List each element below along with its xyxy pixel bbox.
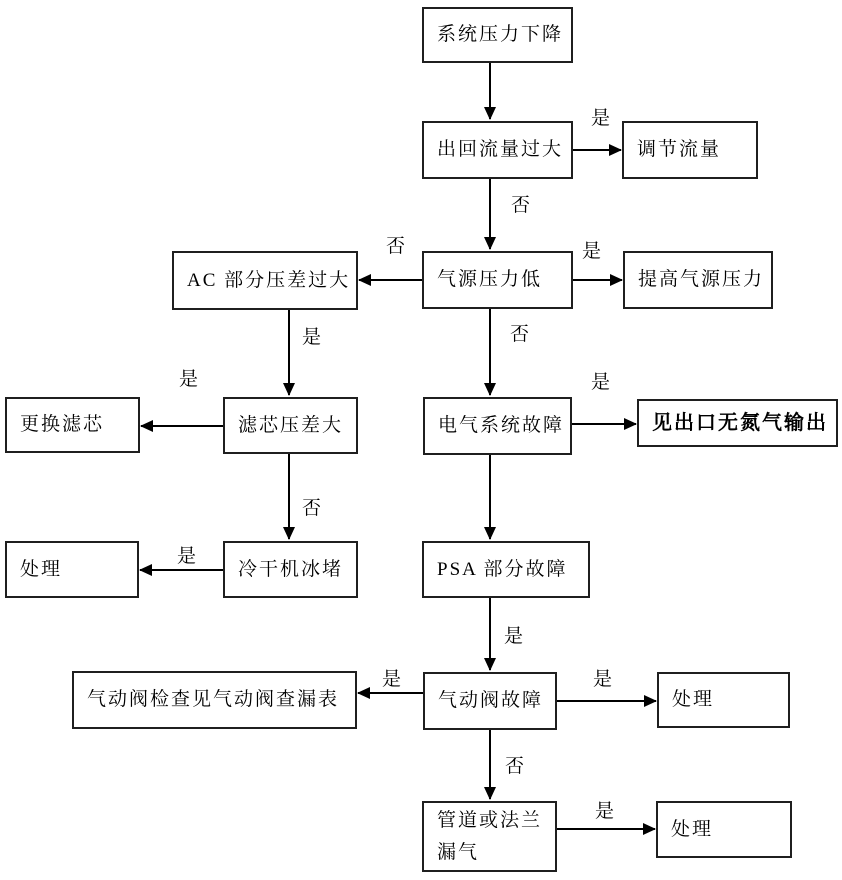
node-label: 气动阀故障	[438, 690, 544, 712]
edge-label-ac-filter-yes: 是	[302, 327, 322, 348]
node-label: 出回流量过大	[437, 139, 564, 161]
edge-label-pipeleak-handle-yes: 是	[595, 801, 615, 822]
node-label: 处理	[672, 689, 715, 711]
edge-label-colddryer-handle-yes: 是	[177, 546, 197, 567]
node-label: 冷干机冰堵	[238, 558, 344, 580]
node-handle-pneumatic-valve	[657, 672, 790, 728]
node-label: 电气系统故障	[438, 415, 565, 437]
edge-label-airsource-ac-no: 否	[386, 236, 406, 257]
node-label: 管道或法兰漏气	[437, 810, 543, 863]
node-adjust-flow	[622, 121, 758, 179]
node-label: 气源压力低	[437, 269, 543, 291]
node-electrical-system-fault	[423, 397, 572, 455]
node-label: 见出口无氮气输出	[652, 411, 828, 434]
node-filter-diff-pressure-large	[223, 397, 358, 454]
node-pneumatic-valve-fault	[423, 672, 557, 730]
node-ac-section-diff-pressure	[172, 251, 358, 310]
node-see-outlet-no-nitrogen	[637, 399, 838, 447]
node-label: 更换滤芯	[20, 414, 105, 436]
edge-label-valve-pipeleak-no: 否	[505, 756, 525, 777]
node-handle-leak	[656, 801, 792, 858]
node-label: 气动阀检查见气动阀查漏表	[87, 689, 340, 711]
node-label: 处理	[671, 818, 714, 840]
node-label: 系统压力下降	[437, 24, 564, 46]
edge-label-psa-valve-yes: 是	[504, 626, 524, 647]
edge-label-filter-colddryer-no: 否	[302, 498, 322, 519]
node-outflow-return-flow-too-large	[422, 121, 573, 179]
node-cold-dryer-ice-blockage	[223, 541, 358, 598]
node-handle-cold-dryer	[5, 541, 139, 598]
edge-label-valve-handle-yes: 是	[593, 669, 613, 690]
node-label: AC 部分压差过大	[187, 269, 351, 291]
edge-label-airsource-electrical-no: 否	[510, 324, 530, 345]
node-pneumatic-valve-check-table	[72, 671, 357, 729]
edge-label-outflow-airsource-no: 否	[511, 195, 531, 216]
node-air-source-pressure-low	[422, 251, 573, 309]
node-label: PSA 部分故障	[437, 558, 568, 580]
edge-label-electrical-seeno-yes: 是	[591, 372, 611, 393]
node-psa-section-fault	[422, 541, 590, 598]
edge-label-airsource-raise-yes: 是	[582, 241, 602, 262]
edge-label-valve-checktable-yes: 是	[382, 669, 402, 690]
node-label: 调节流量	[637, 139, 722, 161]
node-label: 处理	[20, 558, 63, 580]
edge-label-outflow-adjust-yes: 是	[591, 108, 611, 129]
node-replace-filter	[5, 397, 140, 453]
node-label: 提高气源压力	[638, 269, 765, 291]
node-pipe-or-flange-leak	[422, 801, 557, 872]
node-raise-air-source-pressure	[623, 251, 773, 309]
node-system-pressure-drop	[422, 7, 573, 63]
node-label: 滤芯压差大	[238, 414, 344, 436]
edge-label-filter-replace-yes: 是	[179, 369, 199, 390]
